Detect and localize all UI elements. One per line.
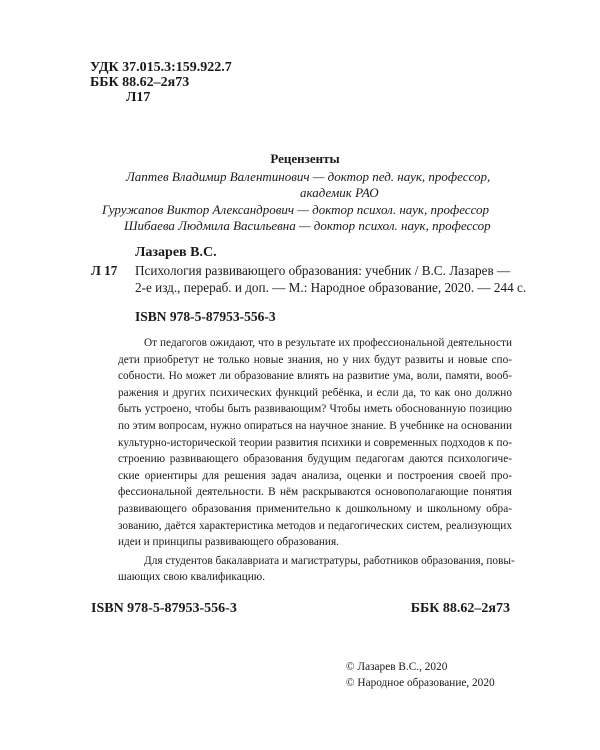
author-mark: Л17 (126, 90, 151, 105)
footer-bbk: ББК 88.62–2я73 (410, 601, 510, 616)
annotation-line: собности. Но может ли образование влиять на развитие ума, воли, памяти, вооб- (118, 370, 512, 383)
annotation-line: строению развивающего образования будущим педагогам даются психологиче- (118, 453, 512, 466)
annotation-line: ские ориентиры для решения задач анализа, оценки и построения своей про- (118, 469, 512, 482)
biblio-code: Л 17 (91, 263, 118, 278)
annotation-line: зованию, даётся характеристика методов и педагогических систем, реализующих (118, 519, 512, 532)
annotation-line: фессиональной деятельности. В нём раскрываются основополагающие понятия (118, 486, 512, 499)
biblio-line: 2-е изд., перераб. и доп. — М.: Народное образование, 2020. — 244 с. (135, 280, 527, 295)
annotation-line: ражения и других психических функций ребёнка, и если да, то как оно должно (118, 386, 512, 399)
footer-isbn: ISBN 978-5-87953-556-3 (91, 601, 237, 616)
annotation-line: культурно-исторической теории развития психики и современных подходов к по- (118, 436, 512, 449)
author-heading: Лазарев В.С. (135, 245, 217, 260)
reviewer-2: Гуружапов Виктор Александрович — доктор психол. наук, профессор (102, 201, 490, 217)
annotation-line: От педагогов ожидают, что в результате их профессиональной деятельности (144, 337, 512, 349)
udk-code: УДК 37.015.3:159.922.7 (90, 60, 232, 75)
reviewer-1-continued: академик РАО (300, 185, 379, 200)
biblio-line: Психология развивающего образования: учебник / В.С. Лазарев — (135, 263, 511, 278)
annotation-line: развивающего образования применительно к дошкольному и школьному обра- (118, 502, 512, 515)
audience-line: шающих свою квалификацию. (118, 571, 266, 584)
annotation-line: по этим вопросам, нужно опираться на научное знание. В учебнике на основании (118, 419, 512, 432)
audience-line: Для студентов бакалавриата и магистратуры, работников образования, повы- (144, 554, 515, 567)
reviewer-1: Лаптев Владимир Валентинович — доктор пед. наук, профессор, (126, 168, 491, 184)
bbk-code: ББК 88.62–2я73 (90, 75, 190, 90)
isbn: ISBN 978-5-87953-556-3 (135, 309, 276, 324)
annotation-line: дети приобретут не только новые знания, но у них будут развиты и новые спо- (118, 353, 512, 366)
copyright-author: © Лазарев В.С., 2020 (346, 661, 448, 673)
bibliographic-description (91, 262, 527, 296)
reviewers-block (100, 151, 510, 235)
copyright-publisher: © Народное образование, 2020 (346, 676, 495, 689)
reviewers-title: Рецензенты (270, 151, 340, 166)
annotation (118, 335, 515, 586)
annotation-line: идеи и принципы развивающего образования. (118, 536, 339, 549)
classification-codes (90, 60, 232, 105)
annotation-line: быть устроено, чтобы быть развивающим? Чтобы иметь обоснованную позицию (118, 403, 512, 416)
reviewer-3: Шибаева Людмила Васильевна — доктор психол. наук, профессор (124, 218, 491, 233)
copyright-block (346, 660, 495, 691)
